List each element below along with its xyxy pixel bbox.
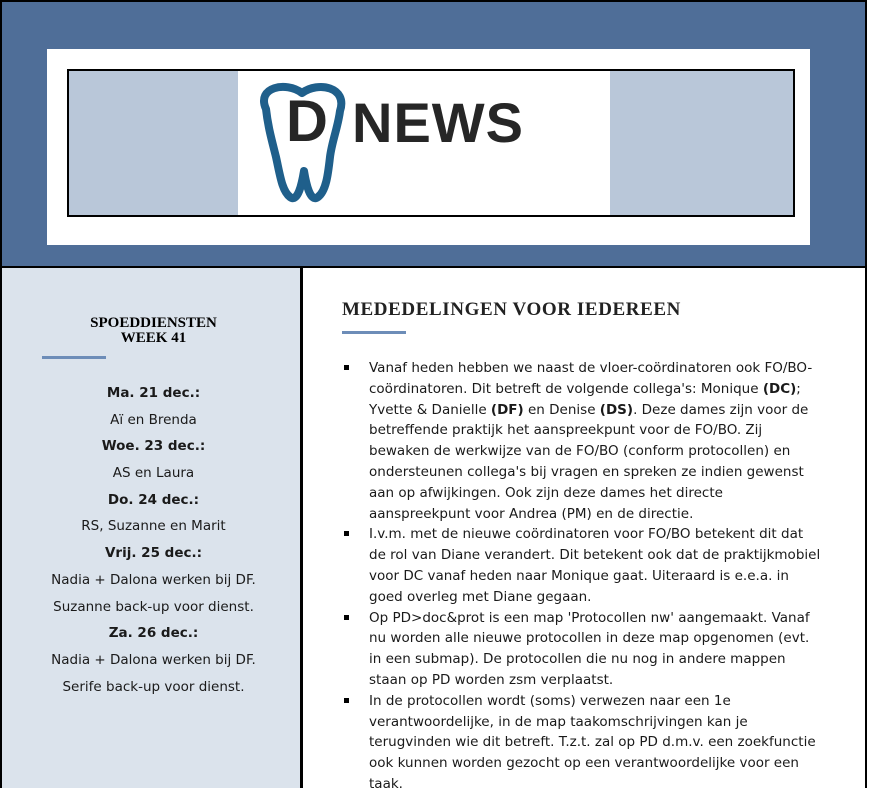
announcement-line: aanspreekpunt voor Andrea (PM) en de directie. xyxy=(369,505,694,522)
announcement-line: staan op PD worden zsm verplaatst. xyxy=(369,671,614,688)
announcement-item xyxy=(341,691,841,795)
announcement-line: goed overleg met Diane gegaan. xyxy=(369,588,592,605)
announcement-line: ondersteunen collega's bij vragen en spreken ze indien gewenst xyxy=(369,463,804,480)
header-inner xyxy=(47,49,810,245)
duty-staff: AS en Laura xyxy=(112,465,195,482)
announcement-line: in een submap). De protocollen die nu nog in andere mappen xyxy=(369,651,786,668)
duty-day: Woe. 23 dec.: xyxy=(101,438,206,455)
announcement-line: taak. xyxy=(369,775,403,792)
logo-word: NEWS xyxy=(352,91,524,154)
announcement-line: Op PD>doc&prot is een map 'Protocollen nw' aangemaakt. Vanaf xyxy=(369,609,810,626)
announcement-line: I.v.m. met de nieuwe coördinatoren voor FO/BO betekent dit dat xyxy=(369,526,804,543)
section-accent-rule xyxy=(342,331,406,334)
duty-staff: Nadia + Dalona werken bij DF. xyxy=(51,571,256,588)
sidebar-title xyxy=(2,316,305,346)
sidebar-accent-rule xyxy=(42,356,106,359)
announcement-line: de rol van Diane verandert. Dit betekent ook dat de praktijkmobiel xyxy=(369,547,821,564)
announcement-line: verantwoordelijke, in de map taakomschrijvingen kan je xyxy=(369,713,748,730)
announcement-line: betreffende praktijk het aanspreekpunt voor de FO/BO. Zij xyxy=(369,422,763,439)
announcement-line: Yvette & Danielle (DF) en Denise (DS). Deze dames zijn voor de xyxy=(369,401,809,418)
announcement-line: coördinatoren. Dit betreft de volgende collega's: Monique (DC); xyxy=(369,380,801,397)
announcement-item xyxy=(341,608,841,691)
duty-day: Za. 26 dec.: xyxy=(108,625,199,642)
logo-banner xyxy=(67,69,795,217)
announcement-line: Vanaf heden hebben we naast de vloer-coördinatoren ook FO/BO- xyxy=(369,360,813,376)
announcement-line: voor DC vanaf heden naar Monique gaat. Uiteraard is e.e.a. in xyxy=(369,567,789,584)
announcement-line: bewaken de werkwijze van de FO/BO (conform protocollen) en xyxy=(369,443,791,460)
duty-staff: Serife back-up voor dienst. xyxy=(62,678,245,695)
duty-day: Ma. 21 dec.: xyxy=(106,385,201,401)
duty-day: Vrij. 25 dec.: xyxy=(104,545,203,562)
sidebar-emergency-duties xyxy=(0,268,303,788)
sidebar-title-line2: WEEK 41 xyxy=(120,330,187,346)
announcement-list xyxy=(341,358,841,795)
announcement-item xyxy=(341,524,841,607)
main-announcements xyxy=(303,268,867,792)
announcement-line: aan op afwijkingen. Ook zijn deze dames het directe xyxy=(369,484,723,501)
header-band xyxy=(0,0,867,268)
announcement-line: In de protocollen wordt (soms) verwezen naar een 1e xyxy=(369,692,731,709)
duty-day: Do. 24 dec.: xyxy=(107,491,200,508)
logo xyxy=(238,71,610,215)
announcement-line: terugvinden wie dit betreft. T.z.t. zal op PD d.m.v. een zoekfunctie xyxy=(369,734,816,751)
announcement-line: ook kunnen worden gezocht op een verantwoordelijke voor een xyxy=(369,755,799,772)
duty-list xyxy=(2,380,305,700)
logo-letter: D xyxy=(286,89,328,154)
section-title: MEDEDELINGEN VOOR IEDEREEN xyxy=(342,299,681,320)
announcement-item xyxy=(341,358,841,524)
announcement-line: nu worden alle nieuwe protocollen in deze map opgenomen (evt. xyxy=(369,630,810,647)
duty-staff: Suzanne back-up voor dienst. xyxy=(53,598,254,615)
duty-staff: RS, Suzanne en Marit xyxy=(81,518,226,535)
duty-staff: Aï en Brenda xyxy=(110,411,197,428)
duty-staff: Nadia + Dalona werken bij DF. xyxy=(51,651,256,668)
sidebar-title-line1: SPOEDDIENSTEN xyxy=(90,315,217,331)
